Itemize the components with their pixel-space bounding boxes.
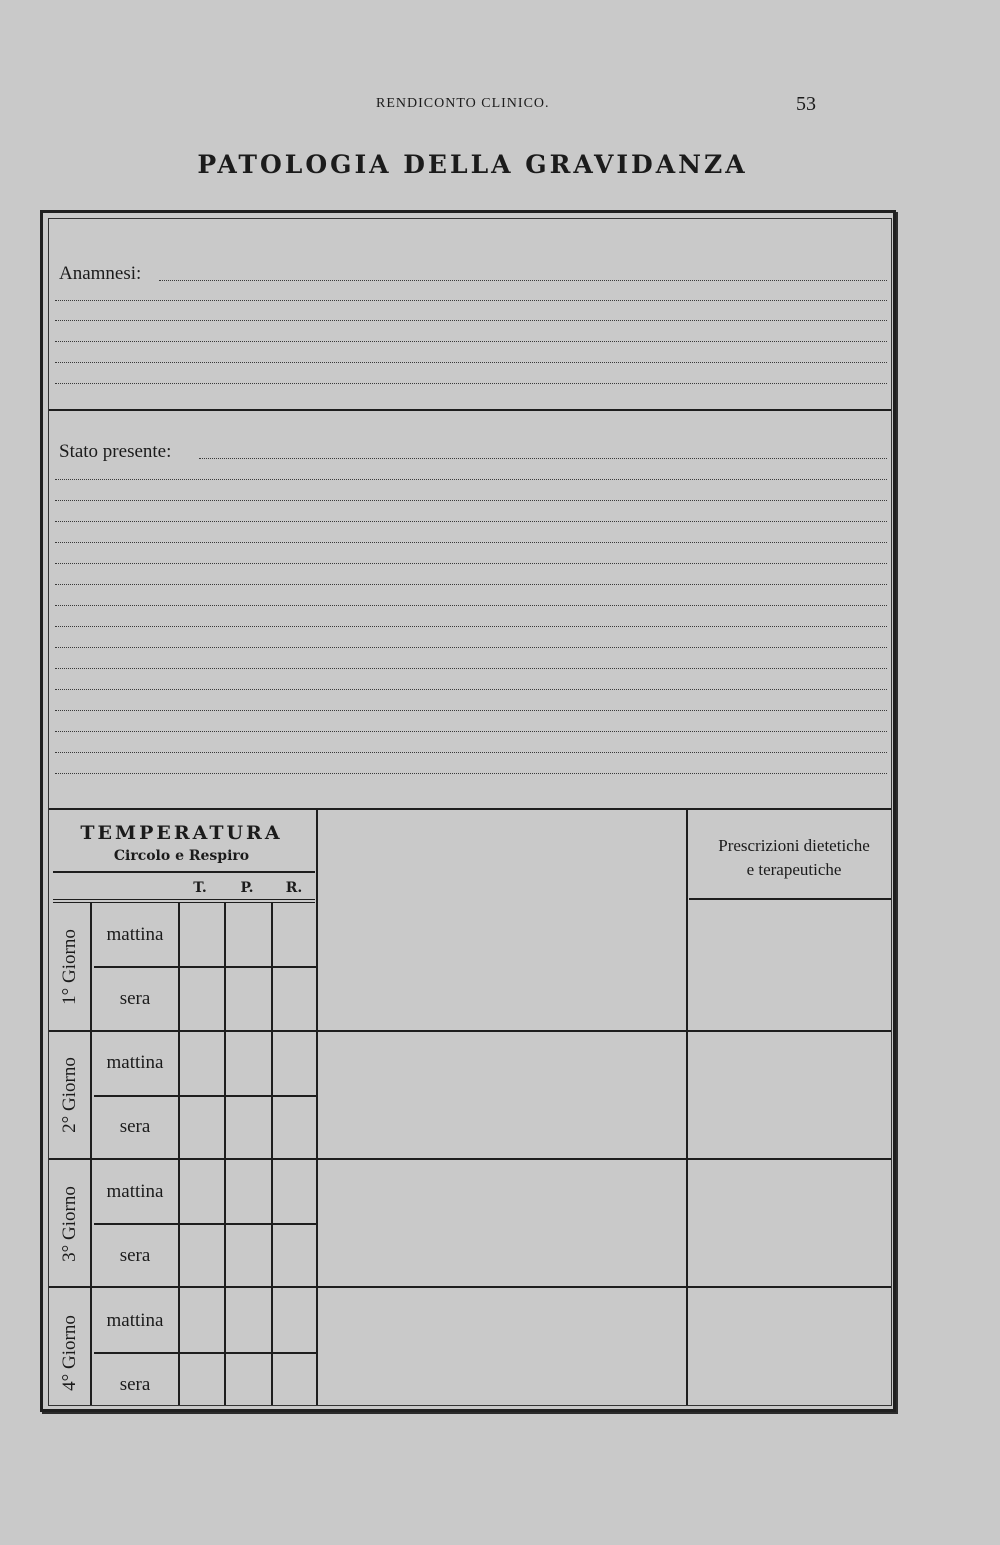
evening-label: sera <box>119 1116 151 1137</box>
stato-line[interactable] <box>55 521 887 522</box>
column-r: R. <box>285 880 303 896</box>
anamnesi-line[interactable] <box>55 320 887 321</box>
column-t: T. <box>193 880 207 896</box>
anamnesi-section <box>49 219 891 411</box>
morning-label: mattina <box>106 1181 164 1202</box>
evening-label: sera <box>119 988 151 1009</box>
stato-presente-label: Stato presente: <box>59 441 177 463</box>
stato-line[interactable] <box>55 605 887 606</box>
row-divider <box>94 1352 316 1354</box>
header-rule <box>53 899 315 900</box>
day-label: 4° Giorno <box>59 1315 80 1391</box>
anamnesi-line[interactable] <box>55 300 887 301</box>
temperature-subtitle: Circolo e Respiro <box>113 848 250 864</box>
day-label: 2° Giorno <box>59 1057 80 1133</box>
stato-line[interactable] <box>55 563 887 564</box>
stato-line[interactable] <box>55 542 887 543</box>
stato-line[interactable] <box>199 458 887 459</box>
running-head <box>0 93 1000 118</box>
prescriptions-heading-1: Prescrizioni dietetiche <box>718 836 870 855</box>
stato-line[interactable] <box>55 584 887 585</box>
stato-line[interactable] <box>55 500 887 501</box>
stato-line[interactable] <box>55 479 887 480</box>
stato-presente-section <box>49 411 891 809</box>
page-title: PATOLOGIA DELLA GRAVIDANZA <box>197 150 748 179</box>
evening-label: sera <box>119 1245 151 1266</box>
temperature-title: TEMPERATURA <box>80 822 283 844</box>
header-rule <box>689 898 891 900</box>
stato-line[interactable] <box>55 710 887 711</box>
anamnesi-label: Anamnesi: <box>59 263 147 285</box>
stato-line[interactable] <box>55 752 887 753</box>
stato-line[interactable] <box>55 773 887 774</box>
evening-label: sera <box>119 1374 151 1395</box>
stato-line[interactable] <box>55 647 887 648</box>
column-divider <box>686 810 688 1405</box>
anamnesi-line[interactable] <box>55 341 887 342</box>
header-rule <box>53 902 315 903</box>
column-divider <box>316 810 318 1405</box>
column-p: P. <box>240 880 254 896</box>
column-divider <box>224 903 226 1405</box>
header-rule <box>53 871 315 873</box>
stato-line[interactable] <box>55 668 887 669</box>
anamnesi-line[interactable] <box>55 362 887 363</box>
page-number: 53 <box>796 93 816 115</box>
anamnesi-line[interactable] <box>55 383 887 384</box>
prescriptions-heading-2: e terapeutiche <box>746 860 842 879</box>
day-label: 3° Giorno <box>59 1186 80 1262</box>
clinical-form <box>40 210 896 1412</box>
row-divider <box>94 1223 316 1225</box>
stato-line[interactable] <box>55 689 887 690</box>
day-label: 1° Giorno <box>59 929 80 1005</box>
day-divider <box>49 1030 891 1032</box>
row-divider <box>94 1095 316 1097</box>
running-title: RENDICONTO CLINICO. <box>376 96 550 111</box>
stato-line[interactable] <box>55 731 887 732</box>
daily-chart-section <box>49 810 891 1405</box>
morning-label: mattina <box>106 1052 164 1073</box>
day-divider <box>49 1286 891 1288</box>
morning-label: mattina <box>106 924 164 945</box>
row-divider <box>94 966 316 968</box>
column-divider <box>178 903 180 1405</box>
column-divider <box>271 903 273 1405</box>
form-inner-border <box>48 218 892 1406</box>
stato-line[interactable] <box>55 626 887 627</box>
day-divider <box>49 1158 891 1160</box>
anamnesi-line[interactable] <box>159 280 887 281</box>
morning-label: mattina <box>106 1310 164 1331</box>
